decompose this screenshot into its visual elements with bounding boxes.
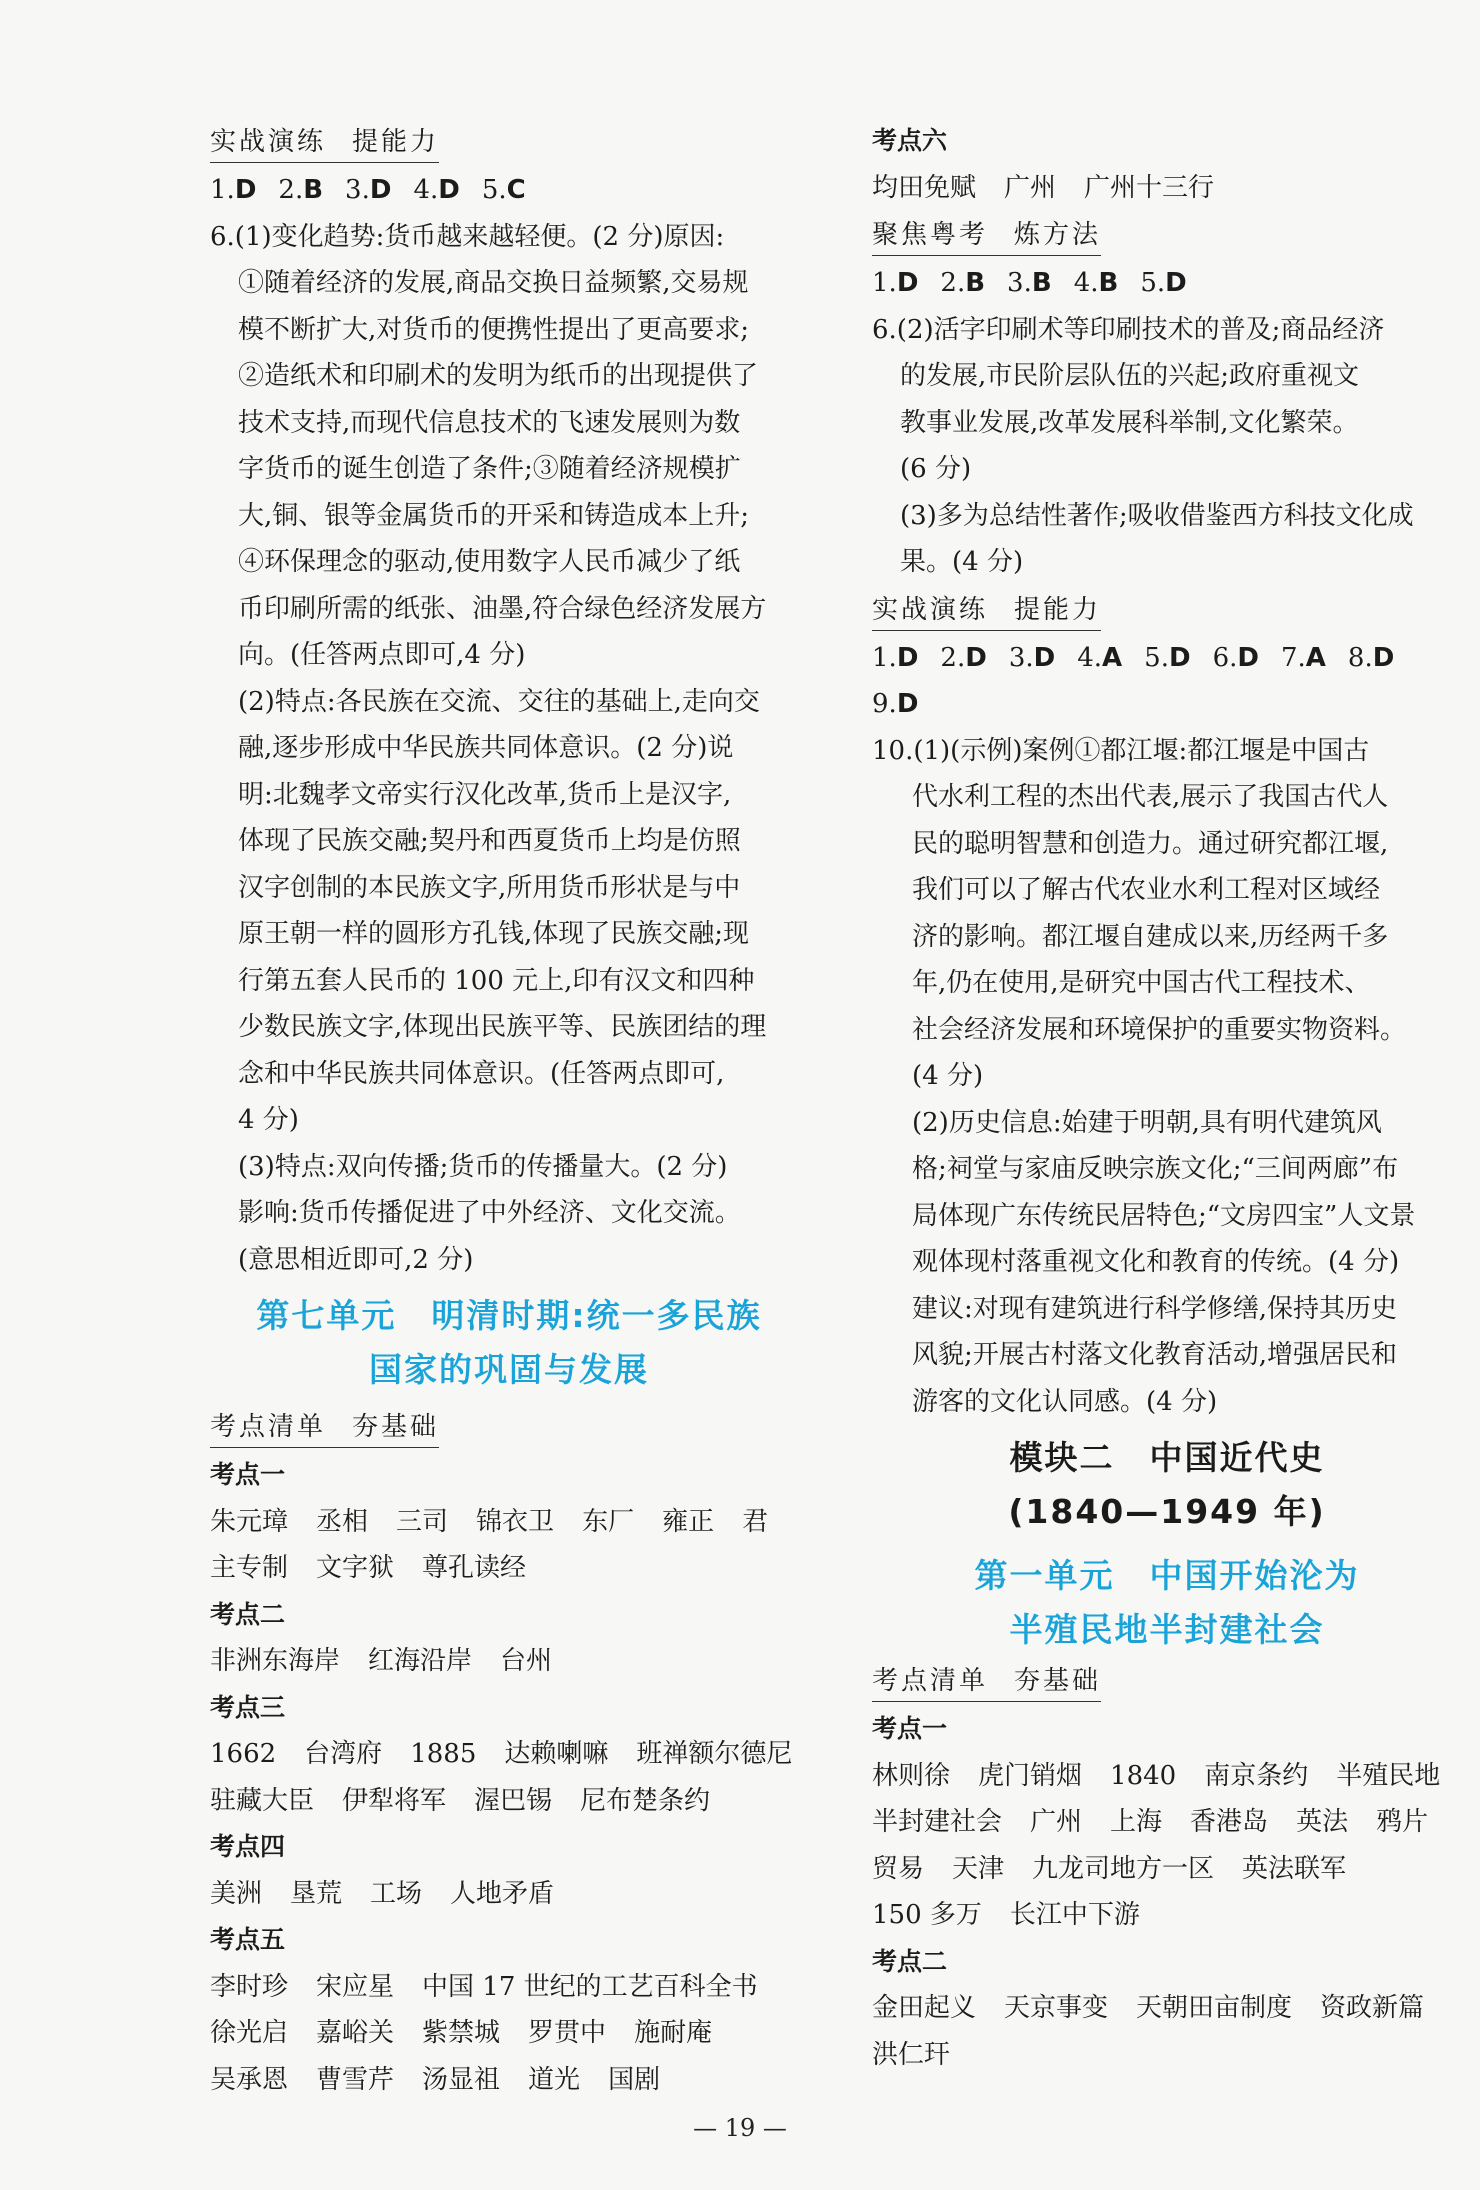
- section-label-text: 聚焦粤考: [872, 220, 989, 250]
- module-title-line: 模块二 中国近代史: [1009, 1438, 1325, 1477]
- text-line: 币印刷所需的纸张、油墨,符合绿色经济发展方: [238, 593, 767, 624]
- term: 林则徐: [872, 1760, 951, 1791]
- unit-title-line: 第一单元 中国开始沦为: [974, 1556, 1360, 1595]
- term-line: [210, 1871, 808, 1918]
- answer-number: 1.: [872, 642, 897, 673]
- text-line: 果。(4 分): [900, 547, 1024, 577]
- text-line: 体现了民族交融;契丹和西夏货币上均是仿照: [238, 826, 741, 856]
- answer-choice: A: [1305, 642, 1326, 673]
- answer-number: 9.: [872, 689, 897, 719]
- answer-number: 4.: [1077, 642, 1103, 673]
- unit-title-line: 半殖民地半封建社会: [1009, 1610, 1325, 1649]
- text-line: (4 分): [912, 1061, 984, 1091]
- kaodian-title: 考点五: [210, 1925, 286, 1954]
- answer-choice: D: [234, 175, 257, 205]
- answer-choice: B: [965, 268, 986, 298]
- term: 嘉峪关: [316, 2018, 395, 2048]
- answer-number: 3.: [1007, 268, 1032, 298]
- answer-item: [1009, 643, 1055, 673]
- text-line: (3)特点:双向传播;货币的传播量大。(2 分): [238, 1151, 728, 1182]
- term: 美洲: [210, 1878, 263, 1909]
- section-label-text: 考点清单: [210, 1412, 327, 1442]
- question-6-answer: [210, 214, 808, 1284]
- term: 雍正: [662, 1506, 715, 1537]
- answer-choice: D: [1165, 268, 1187, 298]
- answer-choice: D: [438, 175, 460, 205]
- answer-choice: D: [1033, 642, 1056, 673]
- section-label-text: 夯基础: [1014, 1666, 1102, 1696]
- answer-number: 3.: [345, 175, 370, 205]
- answer-item: [210, 175, 256, 205]
- answer-item: [940, 643, 986, 673]
- text-line: 局体现广东传统民居特色;“文房四宝”人文景: [912, 1200, 1416, 1231]
- text-line: 教事业发展,改革发展科举制,文化繁荣。: [900, 407, 1359, 438]
- practice-section-label-2: [872, 590, 1101, 631]
- term: 天朝田亩制度: [1136, 1993, 1293, 2023]
- text-line: 年,仍在使用,是研究中国古代工程技术、: [912, 968, 1371, 998]
- term: 洪仁玕: [872, 2039, 951, 2070]
- term: 贸易: [872, 1853, 925, 1884]
- term: 广州十三行: [1084, 172, 1215, 203]
- kaodian-block: [210, 1824, 808, 1917]
- term: 吴承恩: [210, 2064, 289, 2095]
- term: 长江中下游: [1009, 1900, 1140, 1930]
- answer-item: [1074, 268, 1119, 298]
- text-line: 6.(1)变化趋势:货币越来越轻便。(2 分)原因:: [210, 221, 725, 252]
- kaodian-title: 考点二: [210, 1599, 286, 1629]
- answer-choice: D: [965, 642, 987, 673]
- kaodian-block: [872, 1706, 1462, 1939]
- term-line: [210, 1499, 808, 1546]
- term: 1885: [410, 1739, 477, 1769]
- section-label-text: 提能力: [352, 127, 440, 157]
- kaodian-title: 考点六: [872, 126, 948, 155]
- term-line: [872, 1753, 1462, 1800]
- term: 虎门销烟: [978, 1760, 1083, 1791]
- kaodian-block: [872, 1939, 1462, 2079]
- text-line: 原王朝一样的圆形方孔钱,体现了民族交融;现: [238, 919, 750, 949]
- answer-item: [278, 175, 323, 205]
- term: 东厂: [582, 1506, 635, 1537]
- text-line: 明:北魏孝文帝实行汉化改革,货币上是汉字,: [238, 779, 732, 810]
- term: 香港岛: [1190, 1807, 1269, 1837]
- kaodian-title: 考点二: [872, 1946, 948, 1976]
- answer-number: 4.: [413, 175, 439, 205]
- text-line: 的发展,市民阶层队伍的兴起;政府重视文: [900, 361, 1360, 391]
- term: 金田起义: [872, 1993, 977, 2023]
- answer-number: 1.: [210, 175, 235, 205]
- unit-title-line: 第七单元 明清时期:统一多民族: [256, 1296, 762, 1335]
- answer-choice: B: [1031, 268, 1052, 298]
- unit-1-title: [872, 1549, 1462, 1657]
- term: 非洲东海岸: [210, 1646, 341, 1676]
- text-line: 6.(2)活字印刷术等印刷技术的普及;商品经济: [872, 314, 1385, 345]
- answer-number: 1.: [872, 268, 897, 298]
- answer-choice: A: [1102, 642, 1123, 673]
- text-line: ④环保理念的驱动,使用数字人民币减少了纸: [238, 547, 741, 577]
- term-line: [872, 1892, 1462, 1939]
- answer-item: [1348, 643, 1394, 673]
- answer-choice: D: [369, 175, 392, 205]
- guangdong-section-label-wrap: [872, 211, 1462, 260]
- checklist-section-label-wrap: [210, 1403, 808, 1452]
- answers-1-5: [210, 167, 808, 214]
- section-label-text: 提能力: [1014, 594, 1102, 625]
- term-line: [872, 1846, 1462, 1893]
- answer-choice: D: [1168, 642, 1191, 673]
- answer-item: [1007, 268, 1052, 298]
- term-line: [872, 1799, 1462, 1846]
- text-line: 模不断扩大,对货币的便携性提出了更高要求;: [238, 314, 750, 345]
- answer-number: 2.: [940, 642, 966, 673]
- answer-number: 3.: [1008, 642, 1034, 673]
- term: 君: [742, 1506, 769, 1537]
- question-10-answer: [872, 728, 1462, 1426]
- term: 尼布楚条约: [580, 1785, 711, 1816]
- term-line: [210, 1545, 808, 1592]
- text-line: 念和中华民族共同体意识。(任答两点即可,: [238, 1058, 725, 1089]
- term: 台州: [500, 1646, 553, 1676]
- answer-number: 2.: [940, 268, 966, 298]
- answer-item: [872, 689, 918, 719]
- module-2-title: [872, 1431, 1462, 1539]
- term: 尊孔读经: [422, 1553, 527, 1583]
- term: 锦衣卫: [476, 1506, 555, 1537]
- term: 宋应星: [316, 1971, 395, 2002]
- answer-choice: C: [506, 175, 526, 205]
- text-line: (6 分): [900, 454, 972, 484]
- term: 垦荒: [290, 1878, 343, 1909]
- module-title-line: (1840—1949 年): [1008, 1492, 1326, 1531]
- text-line: 10.(1)(示例)案例①都江堰:都江堰是中国古: [872, 735, 1370, 766]
- answers-1-8: [872, 635, 1462, 682]
- text-line: (2)特点:各民族在交流、交往的基础上,走向交: [238, 686, 760, 717]
- kaodian-block: [210, 1592, 808, 1685]
- unit-title-line: 国家的巩固与发展: [369, 1350, 649, 1389]
- term: 资政新篇: [1320, 1993, 1425, 2023]
- text-line: 行第五套人民币的 100 元上,印有汉文和四种: [238, 965, 755, 996]
- text-line: 代水利工程的杰出代表,展示了我国古代人: [912, 782, 1389, 812]
- term: 道光: [528, 2064, 581, 2095]
- checklist-section-label-2: [872, 1661, 1101, 1702]
- term: 台湾府: [304, 1739, 383, 1769]
- term-line: [210, 2010, 808, 2057]
- answer-choice: B: [1098, 268, 1119, 298]
- term: 丞相: [316, 1506, 369, 1537]
- section-label-text: 考点清单: [872, 1666, 989, 1696]
- term: 朱元璋: [210, 1506, 289, 1537]
- term: 渥巴锡: [474, 1785, 553, 1816]
- term: 半殖民地: [1336, 1760, 1441, 1791]
- term-line: [210, 1731, 808, 1778]
- text-line: (2)历史信息:始建于明朝,具有明代建筑风: [912, 1107, 1382, 1138]
- term: 达赖喇嘛: [504, 1739, 609, 1769]
- term: 文字狱: [316, 1553, 395, 1583]
- text-line: 4 分): [238, 1105, 299, 1135]
- answer-number: 4.: [1073, 268, 1099, 298]
- term-line: [210, 1964, 808, 2011]
- term: 驻藏大臣: [210, 1785, 315, 1816]
- term: 鸦片: [1376, 1807, 1429, 1837]
- text-line: 我们可以了解古代农业水利工程对区域经: [912, 875, 1381, 905]
- text-line: (3)多为总结性著作;吸收借鉴西方科技文化成: [900, 500, 1414, 531]
- kaodian-title: 考点三: [210, 1692, 286, 1722]
- term: 紫禁城: [422, 2018, 501, 2048]
- answer-number: 5.: [1140, 268, 1166, 298]
- answer-item: [1281, 643, 1326, 673]
- term: 九龙司地方一区: [1032, 1853, 1215, 1884]
- text-line: 少数民族文字,体现出民族平等、民族团结的理: [238, 1012, 767, 1042]
- kaodian-title: 考点四: [210, 1832, 286, 1861]
- term: 红海沿岸: [368, 1646, 473, 1676]
- term: 南京条约: [1204, 1760, 1309, 1791]
- text-line: 格;祠堂与家庙反映宗族文化;“三间两廊”布: [912, 1154, 1399, 1184]
- text-line: 大,铜、银等金属货币的开采和铸造成本上升;: [238, 500, 750, 531]
- text-line: 向。(任答两点即可,4 分): [238, 640, 526, 670]
- answer-item: [345, 175, 391, 205]
- practice-section-label-2-wrap: [872, 586, 1462, 635]
- answer-number: 7.: [1280, 642, 1306, 673]
- term: 主专制: [210, 1553, 289, 1583]
- term: 上海: [1110, 1807, 1163, 1837]
- kaodian-block: [872, 118, 1462, 211]
- answer-item: [872, 268, 918, 298]
- answer-number: 2.: [278, 175, 304, 205]
- practice-section-label-wrap: [210, 118, 808, 167]
- answer-item: [1140, 268, 1186, 298]
- term: 英法: [1296, 1807, 1349, 1837]
- term: 1840: [1110, 1760, 1177, 1791]
- text-line: ②造纸术和印刷术的发明为纸币的出现提供了: [238, 361, 759, 391]
- answer-choice: D: [896, 268, 919, 298]
- term: 广州: [1030, 1807, 1083, 1837]
- answer-choice: D: [896, 689, 919, 719]
- answer-number: 5.: [1144, 642, 1169, 673]
- page-number: — 19 —: [693, 2114, 787, 2142]
- term: 英法联军: [1242, 1853, 1347, 1884]
- answers-9: [872, 681, 1462, 728]
- term: 班禅额尔德尼: [636, 1739, 793, 1769]
- question-6-guangdong: [872, 307, 1462, 586]
- section-label-text: 炼方法: [1014, 220, 1102, 250]
- text-line: 字货币的诞生创造了条件;③随着经济规模扩: [238, 454, 741, 484]
- term: 半封建社会: [872, 1807, 1003, 1837]
- text-line: 济的影响。都江堰自建成以来,历经两千多: [912, 921, 1389, 952]
- term: 曹雪芹: [316, 2064, 395, 2095]
- term-line: [872, 165, 1462, 212]
- term-line: [872, 2032, 1462, 2079]
- left-column: [210, 118, 808, 2103]
- checklist-section-label: [210, 1407, 439, 1448]
- answer-item: [1144, 643, 1190, 673]
- answer-choice: D: [896, 642, 919, 673]
- term-line: [210, 1778, 808, 1825]
- answer-number: 6.: [1212, 642, 1238, 673]
- term: 150 多万: [872, 1900, 982, 1930]
- term: 徐光启: [210, 2018, 289, 2048]
- answer-choice: B: [303, 175, 324, 205]
- text-line: 汉字创制的本民族文字,所用货币形状是与中: [238, 872, 741, 903]
- answer-item: [940, 268, 985, 298]
- text-line: 技术支持,而现代信息技术的飞速发展则为数: [238, 407, 741, 438]
- answer-number: 8.: [1347, 642, 1373, 673]
- term-line: [210, 2057, 808, 2104]
- text-line: (意思相近即可,2 分): [238, 1244, 474, 1275]
- term-line: [872, 1985, 1462, 2032]
- term: 均田免赋: [872, 172, 977, 203]
- term: 1662: [210, 1739, 277, 1769]
- guangdong-section-label: [872, 215, 1101, 256]
- section-label-text: 实战演练: [210, 127, 327, 157]
- answer-item: [872, 643, 918, 673]
- text-line: 社会经济发展和环境保护的重要实物资料。: [912, 1014, 1407, 1045]
- term: 中国 17 世纪的工艺百科全书: [422, 1971, 758, 2002]
- answer-number: 5.: [481, 175, 507, 205]
- term: 人地矛盾: [450, 1878, 555, 1909]
- text-line: 游客的文化认同感。(4 分): [912, 1386, 1218, 1417]
- text-line: 建议:对现有建筑进行科学修缮,保持其历史: [912, 1293, 1398, 1324]
- term: 李时珍: [210, 1971, 289, 2002]
- answers-guangdong: [872, 260, 1462, 307]
- term: 天京事变: [1004, 1993, 1109, 2023]
- text-line: 影响:货币传播促进了中外经济、文化交流。: [238, 1198, 741, 1228]
- term: 工场: [370, 1878, 423, 1909]
- term: 汤显祖: [422, 2064, 501, 2095]
- term-line: [210, 1638, 808, 1685]
- kaodian-block: [210, 1685, 808, 1825]
- term: 天津: [952, 1853, 1005, 1884]
- term: 施耐庵: [634, 2018, 713, 2048]
- term: 广州: [1004, 172, 1057, 203]
- term: 国剧: [608, 2064, 661, 2095]
- answer-choice: D: [1237, 642, 1259, 673]
- kaodian-block: [210, 1452, 808, 1592]
- kaodian-title: 考点一: [210, 1460, 286, 1489]
- kaodian-title: 考点一: [872, 1714, 948, 1743]
- unit-7-title: [210, 1289, 808, 1397]
- answer-item: [413, 175, 459, 205]
- section-label-text: 夯基础: [352, 1412, 440, 1442]
- text-line: ①随着经济的发展,商品交换日益频繁,交易规: [238, 268, 749, 298]
- answer-item: [482, 175, 526, 205]
- text-line: 民的聪明智慧和创造力。通过研究都江堰,: [912, 828, 1389, 859]
- text-line: 观体现村落重视文化和教育的传统。(4 分): [912, 1247, 1400, 1277]
- term: 罗贯中: [528, 2018, 607, 2048]
- section-label-text: 实战演练: [872, 594, 989, 625]
- right-column: [872, 118, 1462, 2078]
- answer-choice: D: [1372, 642, 1395, 673]
- answer-item: [1077, 643, 1122, 673]
- kaodian-block: [210, 1917, 808, 2103]
- term: 伊犁将军: [342, 1785, 447, 1816]
- checklist-section-label-2-wrap: [872, 1657, 1462, 1706]
- answer-item: [1213, 643, 1259, 673]
- text-line: 风貌;开展古村落文化教育活动,增强居民和: [912, 1340, 1398, 1370]
- term: 三司: [396, 1506, 449, 1537]
- practice-section-label: [210, 122, 439, 163]
- text-line: 融,逐步形成中华民族共同体意识。(2 分)说: [238, 733, 734, 763]
